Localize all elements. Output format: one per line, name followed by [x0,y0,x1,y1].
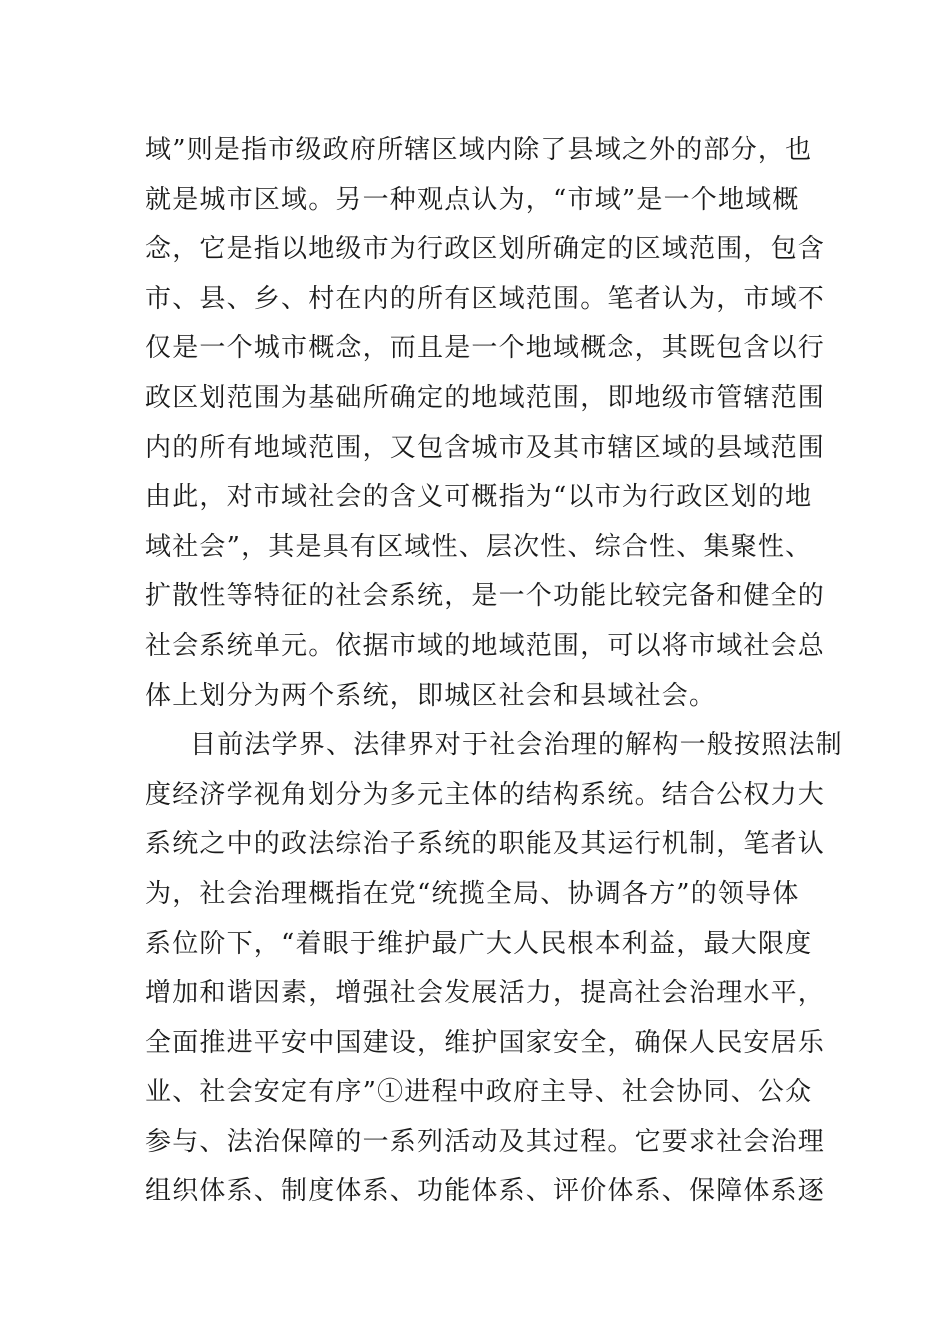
text-line: 业、社会安定有序”①进程中政府主导、社会协同、公众 [145,1077,813,1108]
paragraph-2 [145,721,843,1217]
text-line: 体上划分为两个系统，即城区社会和县域社会。 [145,680,717,711]
text-line: 增加和谐因素，增强社会发展活力，提高社会治理水平， [145,978,826,1009]
text-line: 市、县、乡、村在内的所有区域范围。笔者认为，市域不 [145,283,826,314]
text-line: 就是城市区域。另一种观点认为，“市域”是一个地域概 [145,184,800,215]
text-line: 组织体系、制度体系、功能体系、评价体系、保障体系逐 [145,1176,826,1207]
paragraph-1 [145,126,825,721]
text-line: 系位阶下，“着眼于维护最广大人民根本利益，最大限度 [145,928,813,959]
text-line: 度经济学视角划分为多元主体的结构系统。结合公权力大 [145,779,826,810]
text-line: 为，社会治理概指在党“统揽全局、协调各方”的领导体 [145,878,800,909]
text-line: 社会系统单元。依据市域的地域范围，可以将市域社会总 [145,630,826,661]
text-line: 内的所有地域范围，又包含城市及其市辖区域的县域范围 [145,432,826,463]
text-line: 全面推进平安中国建设，维护国家安全，确保人民安居乐 [145,1027,826,1058]
text-line: 念，它是指以地级市为行政区划所确定的区域范围，包含 [145,234,826,265]
text-line: 仅是一个城市概念，而且是一个地域概念，其既包含以行 [145,333,826,364]
text-line: 由此，对市域社会的含义可概指为“以市为行政区划的地 [145,482,813,513]
text-line: 系统之中的政法综治子系统的职能及其运行机制，笔者认 [145,829,826,860]
text-line: 目前法学界、法律界对于社会治理的解构一般按照法制 [190,730,843,761]
text-line: 扩散性等特征的社会系统，是一个功能比较完备和健全的 [145,581,826,612]
text-line: 参与、法治保障的一系列活动及其过程。它要求社会治理 [145,1126,826,1157]
body-text [145,126,843,1217]
text-line: 域”则是指市级政府所辖区域内除了县域之外的部分，也 [145,135,813,165]
text-line: 政区划范围为基础所确定的地域范围，即地级市管辖范围 [145,382,826,413]
text-line: 域社会”，其是具有区域性、层次性、综合性、集聚性、 [145,531,813,562]
